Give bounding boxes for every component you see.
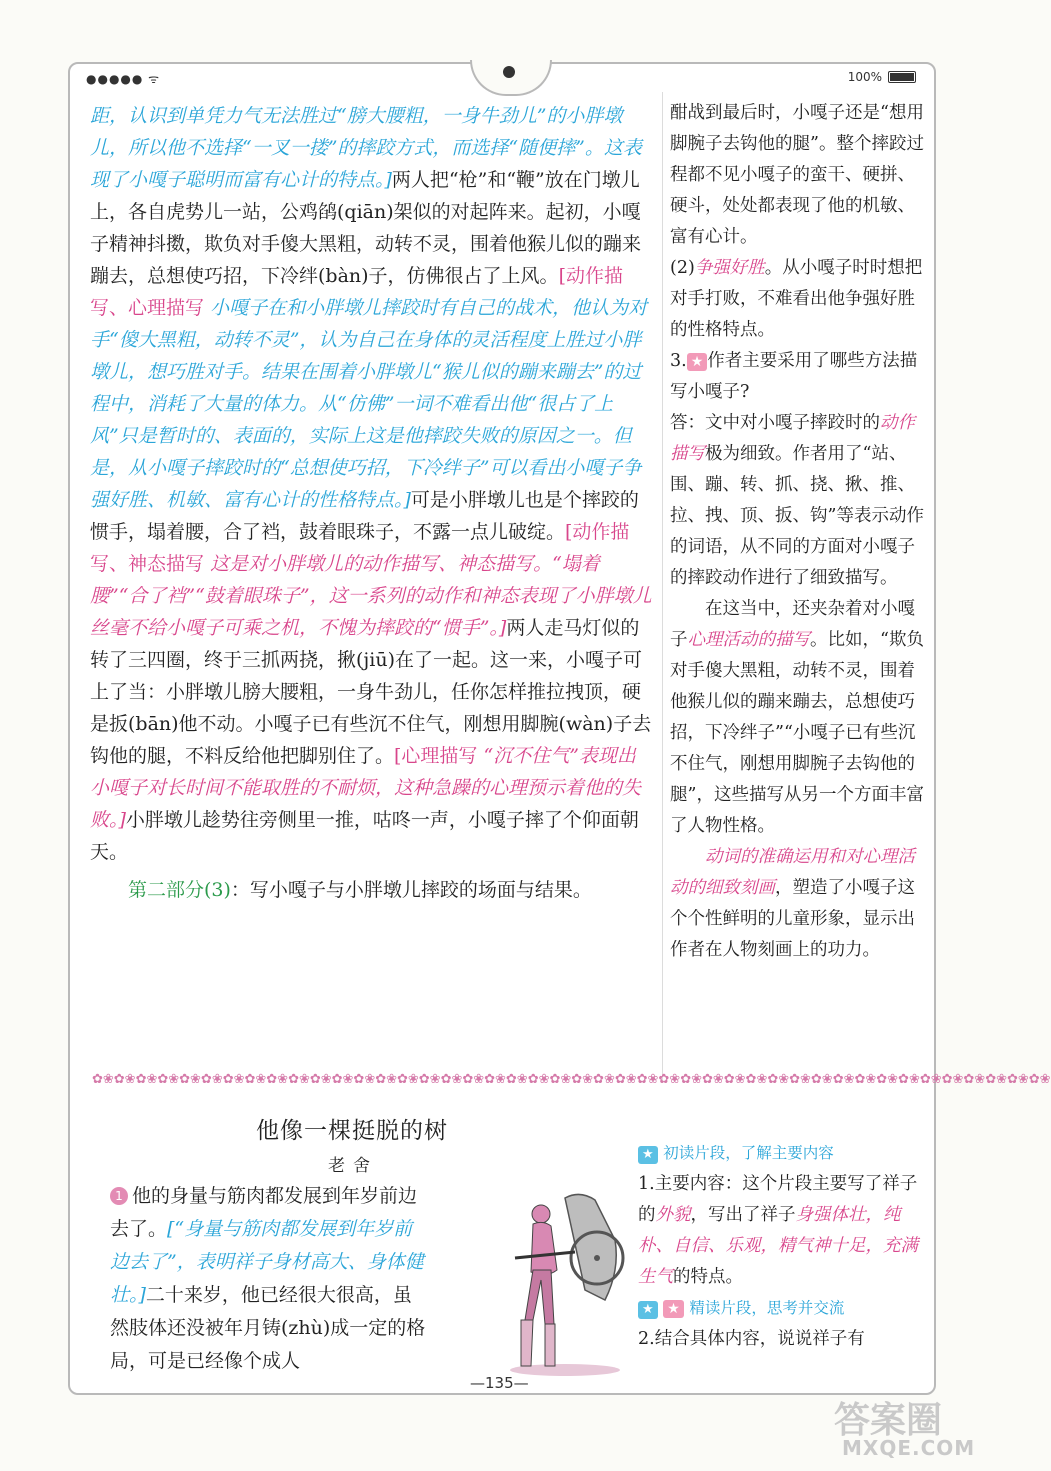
right-para-2: (2)争强好胜。从小嘎子时时想把对手打败，不难看出他争强好胜的性格特点。 bbox=[670, 258, 923, 340]
annotation-tag: [动作描写、心理描写 bbox=[90, 265, 623, 319]
column-divider bbox=[662, 92, 663, 1082]
question-3: 3. ★ 作者主要采用了哪些方法描写小嘎子? bbox=[670, 351, 918, 402]
tag-icon: ★ bbox=[638, 1146, 658, 1164]
study-note-1: 1.主要内容：这个片段主要写了祥子的外貌，写出了祥子身强体壮，纯朴、自信、乐观，精气神十足，充满生气的特点。 bbox=[638, 1174, 918, 1287]
camera-icon bbox=[503, 66, 515, 78]
section-text: ：写小嘎子与小胖墩儿摔跤的场面与结果。 bbox=[230, 879, 592, 901]
study-notes-column bbox=[638, 1138, 926, 1355]
body-text: 两人走马灯似的转了三四圈，终于三抓两挠，揪(jiū)在了一起。这一来，小嘎子可上了当：小胖墩儿膀大腰粗，一身牛劲儿，任你怎样推拉拽顶，硬是扳(bān)他不动。小嘎子已有些沉不住气，刚想用脚腕(wàn)子去钩他的腿，不料反给他把脚别住了。 bbox=[90, 617, 652, 767]
annotation-pink: “沉不住气”表现出小嘎子对长时间不能取胜的不耐烦，这种急躁的心理预示着他的失败。] bbox=[90, 745, 642, 831]
section-label: 第二部分(3) bbox=[128, 879, 231, 901]
page-number: —135— bbox=[470, 1374, 529, 1392]
passage-title: 他像一棵挺脱的树 bbox=[256, 1118, 448, 1144]
tag-icon: ★ bbox=[638, 1301, 658, 1319]
body-text: 两人把“枪”和“鞭”放在门墩儿上，各自虎势儿一站，公鸡鹐(qiān)架似的对起阵来。起初，小嘎子精神抖擞，欺负对手傻大黑粗，动转不灵，围着他猴儿似的蹦来蹦去，总想使巧招，下冷绊(bàn)子，仿佛很占了上风。 bbox=[90, 169, 642, 287]
annotation-blue: 距，认识到单凭力气无法胜过“膀大腰粗，一身牛劲儿”的小胖墩儿，所以他不选择“一叉一搂”的摔跤方式，而选择“随便摔”。这表现了小嘎子聪明而富有心计的特点。] bbox=[90, 105, 642, 191]
paragraph-number-icon: 1 bbox=[110, 1187, 128, 1205]
tag-icon: ★ bbox=[663, 1300, 684, 1318]
tag-icon: ★ bbox=[687, 353, 708, 371]
battery-percent: 100% bbox=[847, 70, 882, 84]
passage-text: 1 他的身量与筋肉都发展到年岁前边去了。[“身量与筋肉都发展到年岁前边去了”，表明祥子身材高大、身体健壮。]二十来岁，他已经很大很高，虽然肢体还没被年月铸(zhù)成一定的格局，可是已经像个成人 bbox=[110, 1185, 426, 1372]
watermark-url: MXQE.COM bbox=[842, 1436, 976, 1460]
annotation-tag: [心理描写 bbox=[394, 745, 478, 767]
keyword: 争强好胜 bbox=[694, 258, 765, 278]
right-para-4: 在这当中，还夹杂着对小嘎子心理活动的描写。比如，“欺负对手傻大黑粗，动转不灵，围着他猴儿似的蹦来蹦去，总想使巧招，下冷绊子”“小嘎子已有些沉不住气，刚想用脚腕子去钩他的腿”，这些描写从另一个方面丰富了人物性格。 bbox=[670, 599, 924, 836]
annotation-tag: [动作描写、神态描写 bbox=[90, 521, 630, 575]
rickshaw-puller-illustration bbox=[505, 1188, 635, 1378]
body-text: 可是小胖墩儿也是个摔跤的惯手，塌着腰，合了裆，鼓着眼珠子，不露一点儿破绽。 bbox=[90, 489, 639, 543]
right-para-5: 动词的准确运用和对心理活动的细致刻画，塑造了小嘎子这个个性鲜明的儿童形象，显示出作者在人物刻画上的功力。 bbox=[670, 847, 915, 960]
section-summary bbox=[90, 874, 654, 906]
passage-author: 老舍 bbox=[328, 1156, 378, 1176]
answer-3: 答：文中对小嘎子摔跤时的动作描写极为细致。作者用了“站、围、蹦、转、抓、挠、揪、推、拉、拽、顶、扳、钩”等表示动作的词语，从不同的方面对小嘎子的摔跤动作进行了细致描写。 bbox=[670, 413, 924, 588]
battery-icon bbox=[888, 71, 916, 83]
annotation-pink: 这是对小胖墩儿的动作描写、神态描写。“塌着腰”“合了裆”“鼓着眼珠子”，这一系列的动作和神态表现了小胖墩儿丝毫不给小嘎子可乘之机，不愧为摔跤的“惯手”。] bbox=[90, 553, 652, 639]
right-column bbox=[670, 98, 928, 966]
battery-status bbox=[848, 70, 916, 84]
decorative-flower-border: ✿❀✿❀✿❀✿❀✿❀✿❀✿❀✿❀✿❀✿❀✿❀✿❀✿❀✿❀✿❀✿❀✿❀✿❀✿❀✿❀✿❀✿❀✿❀✿❀✿❀✿❀✿❀✿❀✿❀✿❀✿❀✿❀✿❀✿❀✿❀✿❀✿❀✿❀✿❀✿❀✿❀✿❀✿❀✿❀ bbox=[92, 1072, 1051, 1087]
reading-tag-2: ★ ★ 精读片段，思考并交流 bbox=[638, 1293, 926, 1324]
right-para-1: 酣战到最后时，小嘎子还是“想用脚腕子去钩他的腿”。整个摔跤过程都不见小嘎子的蛮干、硬拼、硬斗，处处都表现了他的机敏、富有心计。 bbox=[670, 103, 924, 247]
annotation-blue: [“身量与筋肉都发展到年岁前边去了”，表明祥子身材高大、身体健壮。] bbox=[110, 1218, 424, 1306]
watermark-logo: 答案圈 bbox=[834, 1400, 943, 1441]
signal-icon: ●●●●● ᯤ bbox=[86, 72, 161, 86]
annotation-blue: 小嘎子在和小胖墩儿摔跤时有自己的战术，他认为对手“傻大黑粗，动转不灵”，认为自己在身体的灵活程度上胜过小胖墩儿，想巧胜对手。结果在围着小胖墩儿“猴儿似的蹦来蹦去”的过程中，消耗了大量的体力。从“仿佛”一词不难看出他“很占了上风”只是暂时的、表面的，实际上这是他摔跤失败的原因之一。但是，从小嘎子摔跤时的“总想使巧招，下冷绊子”可以看出小嘎子争强好胜、机敏、富有心计的性格特点。] bbox=[90, 297, 648, 511]
reading-tag-1: ★ 初读片段，了解主要内容 bbox=[638, 1138, 926, 1169]
study-note-2: 2.结合具体内容，说说祥子有 bbox=[638, 1329, 865, 1349]
left-column bbox=[90, 100, 654, 906]
body-text: 小胖墩儿趁势往旁侧里一推，咕咚一声，小嘎子摔了个仰面朝天。 bbox=[90, 809, 639, 863]
